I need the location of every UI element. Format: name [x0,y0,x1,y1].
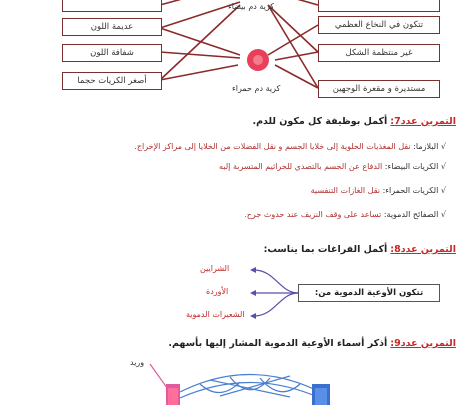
ex7-item-value: الدفاع عن الجسم بالتصدي للجراثيم المتسربة إليه [219,162,383,171]
ex7-item-value: نقل المغذيات الحلوية إلى خلايا الجسم و نقل الفضلات من الخلايا إلى مراكز الإخراج. [134,142,411,151]
ex7-item-key: الصفائح الدموية: [383,210,439,219]
ex7-item-platelets [244,210,446,219]
right-box-1 [318,0,440,12]
exercise-7-instruction: أكمل بوظيفة كل مكون للدم. [252,116,388,127]
ex8-answer-veins: الأوردة [206,287,229,296]
ex7-item-plasma [134,142,446,151]
exercise-9-heading [168,338,456,349]
exercise-8-number: التمرين عدد8: [390,244,456,255]
ex7-item-red [311,186,446,195]
ex8-arrows [250,262,300,322]
check-icon: √ [440,186,446,195]
ex8-blood-vessels-box: تتكون الأوعية الدموية من: [298,284,440,302]
check-icon: √ [440,162,446,171]
check-icon: √ [440,142,446,151]
ex7-item-value: تساعد على وقف النزيف عند حدوث جرح. [244,210,382,219]
right-box-2: تتكون في النخاع العظمي [318,16,440,34]
exercise-9-instruction: أذكر أسماء الأوعية الدموية المشار إليها بأسهم. [168,338,388,349]
right-box-4: مستديرة و مقعرة الوجهين [318,80,440,98]
ex9-side-label: وريد [130,358,145,367]
exercise-9-number: التمرين عدد9: [390,338,456,349]
check-icon: √ [440,210,446,219]
ex8-answer-capillaries: الشعيرات الدموية [186,310,245,319]
left-box-3: شفافة اللون [62,44,162,62]
ex8-answer-arteries: الشرايين [200,264,230,273]
ex7-item-key: الكريات البيضاء: [384,162,439,171]
blood-vessels-illustration [140,362,340,405]
label-red-cell: كرية دم حمراء [232,84,281,93]
exercise-8-instruction: أكمل الفراغات بما يناسب: [263,244,388,255]
ex7-item-key: البلازما: [413,142,439,151]
ex7-item-key: الكريات الحمراء: [382,186,439,195]
left-box-4: أصغر الكريات حجما [62,72,162,90]
exercise-7-heading [252,116,456,127]
ex7-item-white [219,162,446,171]
ex7-item-value: نقل الغازات التنفسية [310,186,381,195]
exercise-7-number: التمرين عدد7: [390,116,456,127]
right-box-3: غير منتظمة الشكل [318,44,440,62]
left-box-1 [62,0,162,12]
exercise-8-heading [264,244,456,255]
left-box-2: عديمة اللون [62,18,162,36]
label-white-cell: كرية دم بيضاء [228,2,275,11]
